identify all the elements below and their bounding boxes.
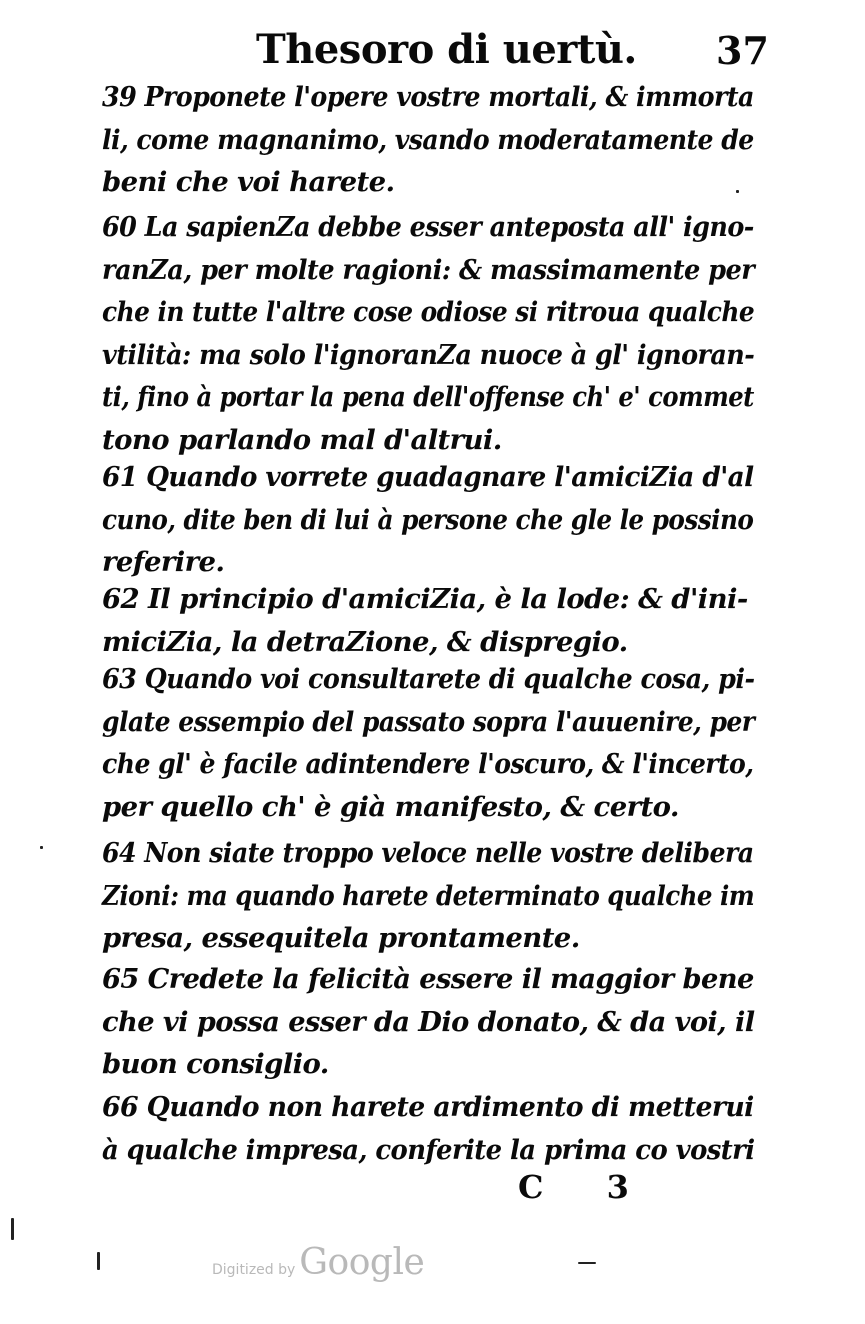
scan-speck	[97, 1252, 100, 1270]
paragraph-61	[102, 456, 754, 584]
text-line: buon consiglio.	[102, 1048, 329, 1081]
text-line: Zioni: ma quando harete determinato qualche im	[102, 879, 755, 912]
text-line: che vi possa esser da Dio donato, & da voi, il	[102, 1005, 755, 1038]
paragraph-66	[102, 1086, 754, 1171]
text-line: tono parlando mal d'altrui.	[102, 423, 502, 456]
paragraph-60	[102, 206, 754, 462]
signature-mark: C 3	[518, 1168, 655, 1206]
scan-speck	[736, 190, 739, 193]
paragraph-62	[102, 578, 754, 663]
text-line: 64 Non siate troppo veloce nelle vostre delibera	[102, 837, 754, 869]
text-line: che gl' è facile adintendere l'oscuro, & l'incerto,	[102, 748, 754, 781]
text-line: 66 Quando non harete ardimento di metterui	[102, 1091, 754, 1123]
paragraph-63	[102, 658, 754, 828]
text-line: cuno, dite ben di lui à persone che gle le possino	[102, 503, 754, 536]
text-line: 61 Quando vorrete guadagnare l'amiciZia d'al	[102, 461, 754, 493]
paragraph-65	[102, 958, 754, 1086]
text-line: 63 Quando voi consultarete di qualche cosa, pi-	[102, 663, 755, 695]
scan-speck	[11, 1218, 14, 1240]
text-line: miciZia, la detraZione, & dispregio.	[102, 625, 628, 658]
text-line: 60 La sapienZa debbe esser anteposta all' igno-	[102, 211, 754, 243]
text-line: 65 Credete la felicità essere il maggior bene	[102, 963, 754, 995]
google-logo: Google	[299, 1242, 425, 1283]
text-line: beni che voi harete.	[102, 166, 395, 199]
text-line: vtilità: ma solo l'ignoranZa nuoce à gl' ignoran-	[102, 338, 755, 371]
text-line: ranZa, per molte ragioni: & massimamente per	[102, 253, 755, 286]
text-line: 39 Proponete l'opere vostre mortali, & immorta	[102, 81, 754, 113]
watermark-prefix: Digitized by	[212, 1262, 296, 1278]
scan-speck	[578, 1262, 596, 1264]
text-line: ti, fino à portar la pena dell'offense ch' e' commet	[102, 381, 754, 414]
text-line: che in tutte l'altre cose odiose si ritroua qualche	[102, 296, 755, 329]
scan-speck	[40, 846, 43, 849]
text-line: referire.	[102, 546, 225, 579]
page-number: 37	[716, 28, 769, 73]
running-head-title: Thesoro di uertù.	[256, 26, 637, 73]
text-line: glate essempio del passato sopra l'auuenire, per	[102, 705, 755, 738]
text-line: à qualche impresa, conferite la prima co vostri	[102, 1133, 755, 1166]
digitized-by-google-watermark	[212, 1242, 424, 1283]
text-line: per quello ch' è già manifesto, & certo.	[102, 790, 679, 823]
text-line: 62 Il principio d'amiciZia, è la lode: & d'ini-	[102, 583, 748, 615]
paragraph-59	[102, 76, 754, 204]
text-line: li, come magnanimo, vsando moderatamente de	[102, 123, 754, 156]
text-line: presa, essequitela prontamente.	[102, 922, 580, 955]
paragraph-64	[102, 832, 754, 960]
